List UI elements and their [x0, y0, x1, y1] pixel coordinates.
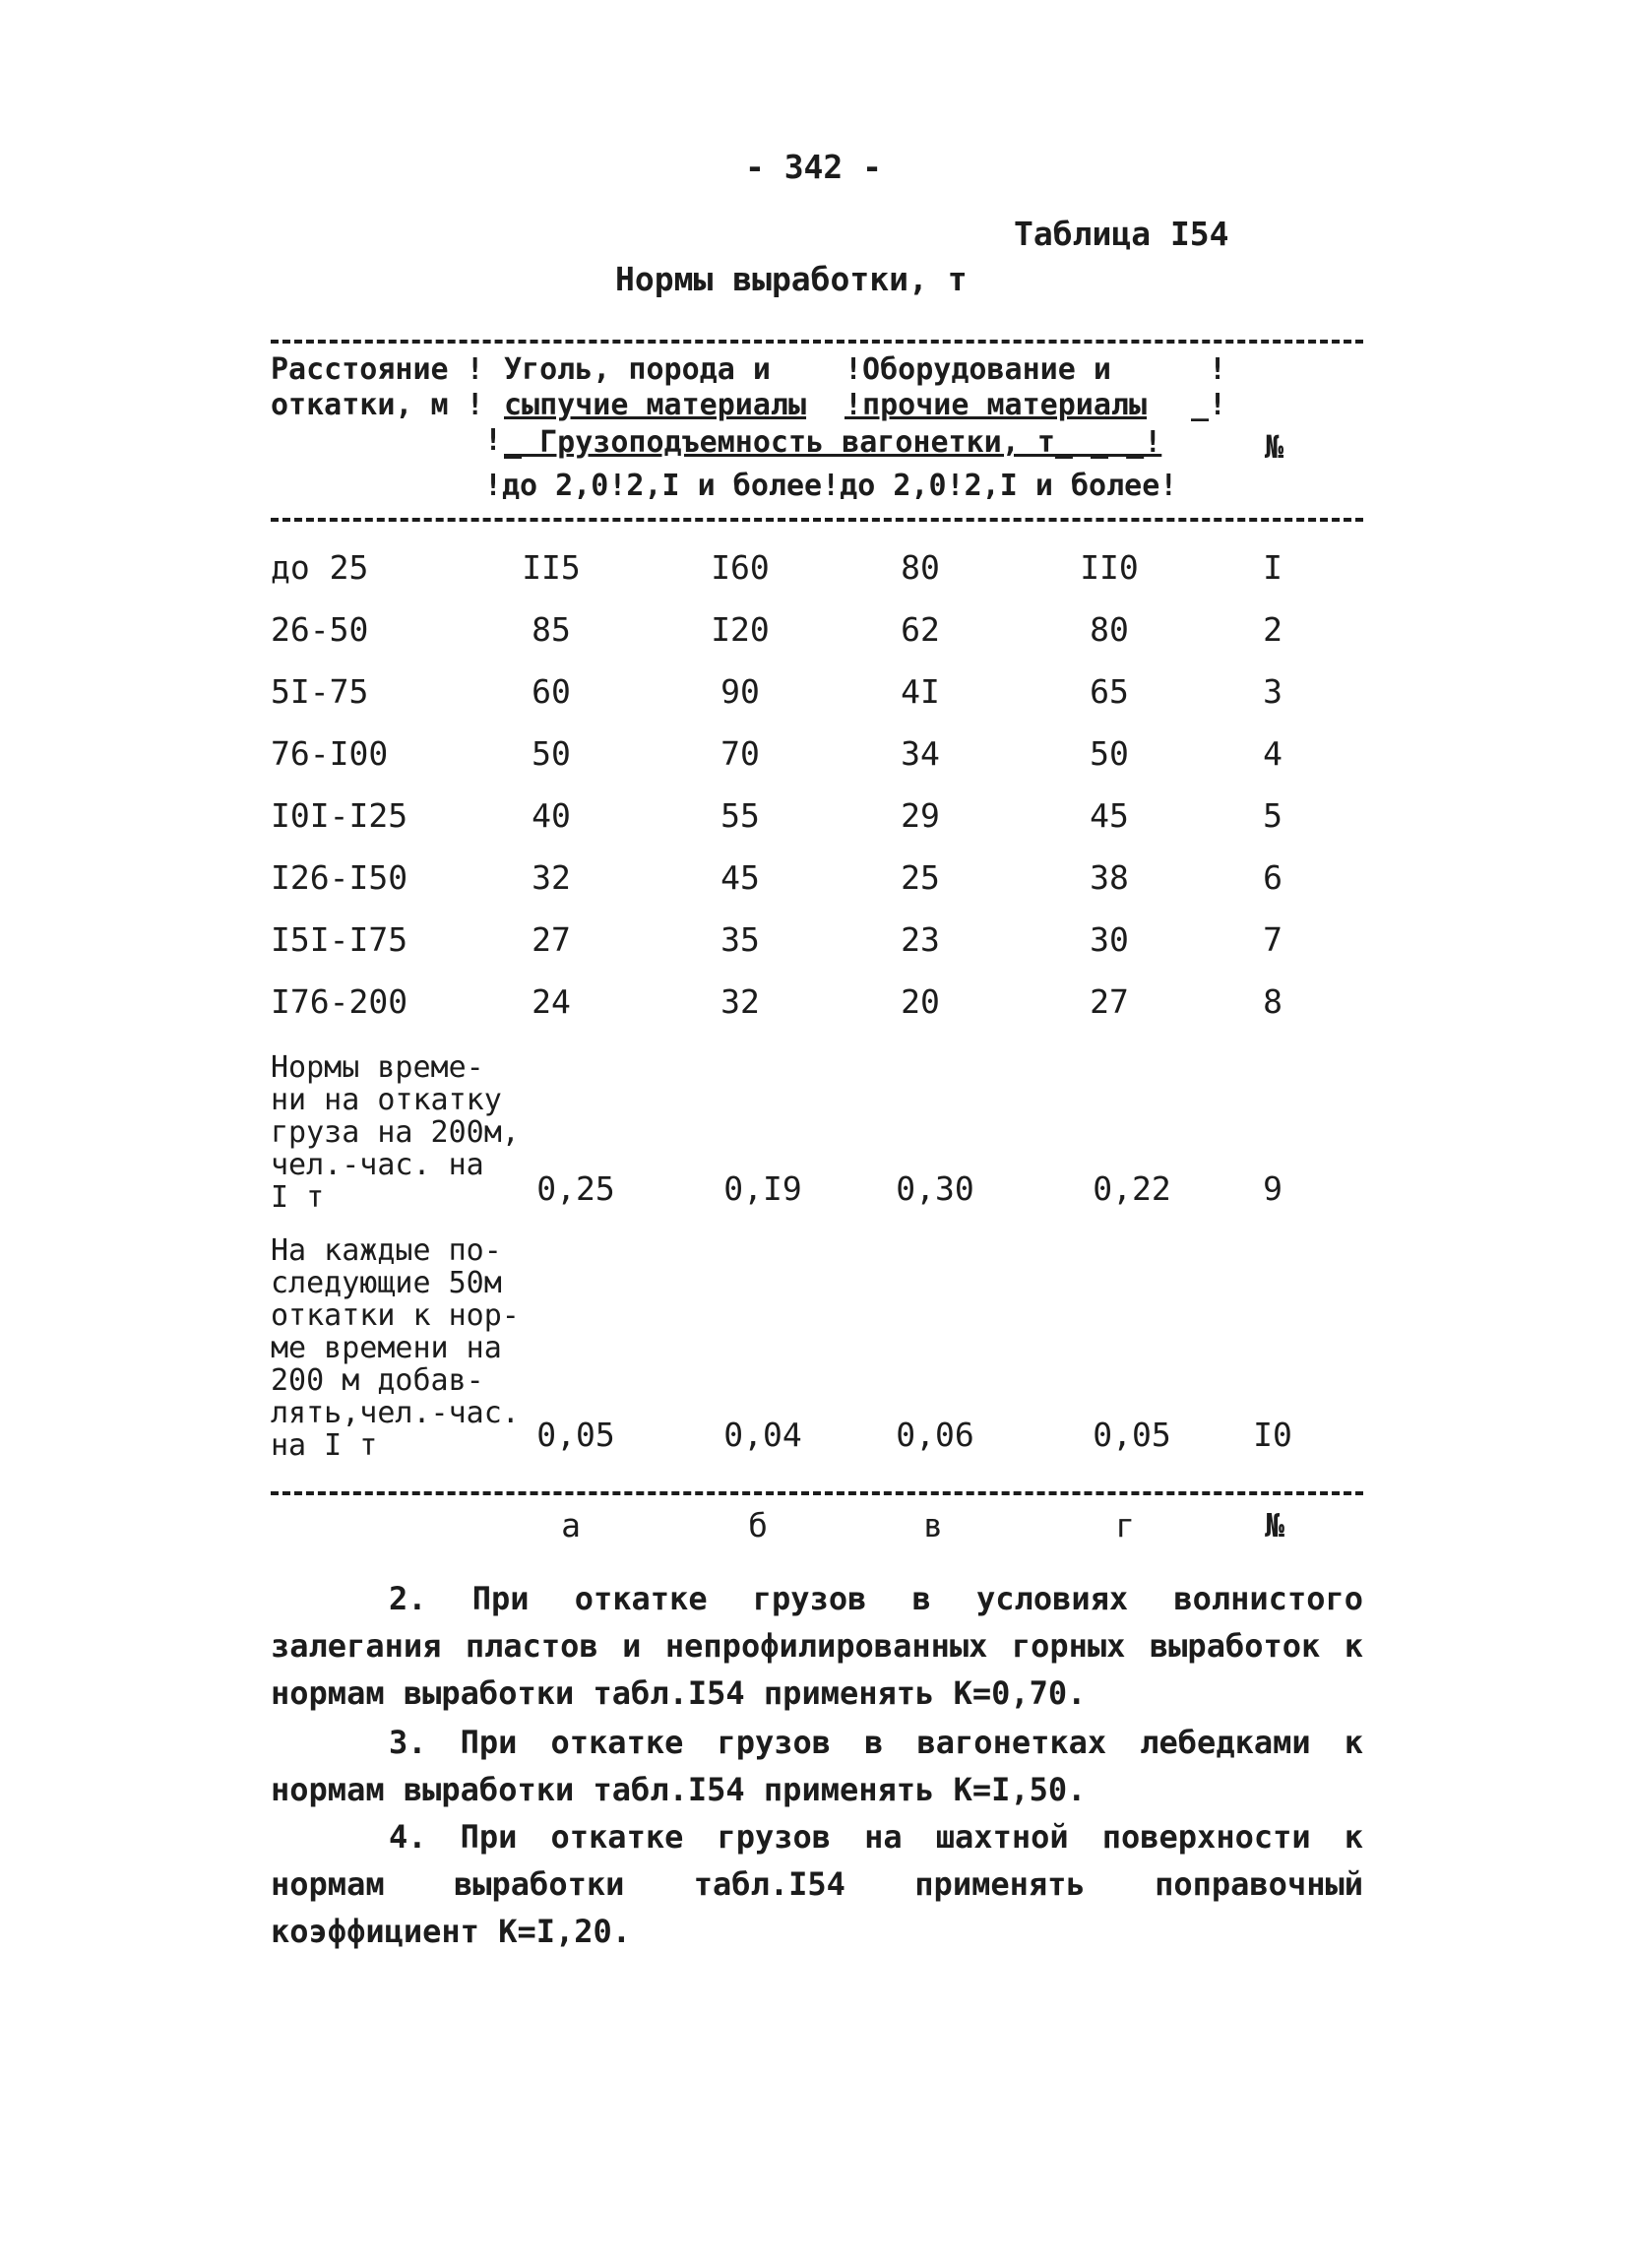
- cell-no: 3: [1263, 672, 1283, 711]
- table-label: Таблица I54: [1014, 215, 1229, 253]
- header-sub-row: до 2,0!2,I и более!до 2,0!2,I и более!: [502, 469, 1178, 503]
- cell-a: II5: [522, 548, 581, 587]
- each-next-label-line: 200 м добав-: [271, 1363, 484, 1398]
- cell-v: 80: [901, 548, 940, 587]
- cell-v: 29: [901, 796, 940, 835]
- table-bottom-rule: [271, 1491, 1363, 1495]
- cell-v: 62: [901, 610, 940, 649]
- cell-a: 85: [532, 610, 571, 649]
- footer-col-b: б: [748, 1506, 768, 1544]
- row-distance: 5I-75: [271, 672, 369, 711]
- cell-b: 0,04: [723, 1416, 802, 1454]
- cell-g: 50: [1090, 734, 1129, 773]
- header-col1-line1: Расстояние !: [271, 352, 484, 387]
- cell-v: 20: [901, 982, 940, 1021]
- cell-b: I60: [711, 548, 770, 587]
- note-paragraph-2: 2. При откатке грузов в условиях волнистого залегания пластов и непрофилированных горных выработок к нормам выработки табл.I54 применять К=0,70.: [271, 1580, 1363, 1712]
- header-group1-line2: сыпучие материалы: [504, 388, 807, 422]
- header-group2-line1: !Оборудование и: [845, 352, 1111, 387]
- cell-v: 23: [901, 920, 940, 959]
- time-norm-label-line: чел.-час. на: [271, 1148, 484, 1182]
- each-next-label-line: следующие 50м: [271, 1266, 502, 1300]
- row-distance: I26-I50: [271, 858, 408, 897]
- header-capacity-row: _ Грузоподъемность вагонетки, т_ _ _!: [504, 425, 1162, 460]
- cell-no: I0: [1253, 1416, 1292, 1454]
- row-distance: I76-200: [271, 982, 408, 1021]
- cell-a: 32: [532, 858, 571, 897]
- cell-no: 9: [1263, 1169, 1283, 1208]
- cell-a: 0,05: [536, 1416, 615, 1454]
- cell-v: 4I: [901, 672, 940, 711]
- cell-g: 80: [1090, 610, 1129, 649]
- cell-b: 35: [720, 920, 760, 959]
- each-next-label-line: на I т: [271, 1428, 378, 1463]
- header-bottom-rule: [271, 518, 1363, 522]
- cell-no: 6: [1263, 858, 1283, 897]
- header-sep-end1: !: [1209, 352, 1227, 387]
- cell-g: 45: [1090, 796, 1129, 835]
- time-norm-label-line: груза на 200м,: [271, 1115, 520, 1150]
- cell-a: 24: [532, 982, 571, 1021]
- cell-no: 4: [1263, 734, 1283, 773]
- table-top-rule: [271, 340, 1363, 344]
- header-no-label: №: [1265, 428, 1284, 466]
- cell-v: 34: [901, 734, 940, 773]
- header-col1-line3: !: [484, 423, 503, 458]
- page-number: - 342 -: [744, 148, 883, 186]
- cell-b: 0,I9: [723, 1169, 802, 1208]
- cell-v: 0,30: [896, 1169, 974, 1208]
- cell-b: I20: [711, 610, 770, 649]
- row-distance: I0I-I25: [271, 796, 408, 835]
- cell-no: 8: [1263, 982, 1283, 1021]
- row-distance: I5I-I75: [271, 920, 408, 959]
- cell-a: 50: [532, 734, 571, 773]
- time-norm-label-line: ни на откатку: [271, 1083, 502, 1117]
- header-group2-line2: !прочие материалы: [845, 388, 1148, 422]
- cell-no: I: [1263, 548, 1283, 587]
- cell-g: 0,05: [1093, 1416, 1171, 1454]
- footer-col-v: в: [923, 1506, 943, 1544]
- row-distance: 26-50: [271, 610, 369, 649]
- cell-a: 0,25: [536, 1169, 615, 1208]
- cell-g: II0: [1080, 548, 1139, 587]
- cell-no: 7: [1263, 920, 1283, 959]
- header-sep-end2: _!: [1191, 388, 1227, 422]
- each-next-label-line: На каждые по-: [271, 1233, 502, 1268]
- cell-no: 2: [1263, 610, 1283, 649]
- time-norm-label-line: I т: [271, 1180, 325, 1215]
- table-title: Нормы выработки, т: [615, 260, 968, 298]
- footer-col-a: а: [561, 1506, 581, 1544]
- cell-g: 65: [1090, 672, 1129, 711]
- header-col1-line4: !: [484, 469, 503, 503]
- cell-b: 32: [720, 982, 760, 1021]
- note-paragraph-3: 3. При откатке грузов в вагонетках лебедками к нормам выработки табл.I54 применять К=I,50.: [271, 1724, 1363, 1808]
- row-distance: до 25: [271, 548, 369, 587]
- cell-v: 25: [901, 858, 940, 897]
- each-next-label-line: ме времени на: [271, 1331, 502, 1365]
- time-norm-label-line: Нормы време-: [271, 1050, 484, 1085]
- header-col1-line2: откатки, м !: [271, 388, 484, 422]
- cell-a: 27: [532, 920, 571, 959]
- cell-v: 0,06: [896, 1416, 974, 1454]
- footer-col-no: №: [1265, 1506, 1284, 1544]
- cell-g: 30: [1090, 920, 1129, 959]
- cell-no: 5: [1263, 796, 1283, 835]
- cell-g: 38: [1090, 858, 1129, 897]
- cell-b: 55: [720, 796, 760, 835]
- each-next-label-line: откатки к нор-: [271, 1298, 520, 1333]
- cell-g: 0,22: [1093, 1169, 1171, 1208]
- header-group1-line1: Уголь, порода и: [504, 352, 771, 387]
- footer-col-g: г: [1115, 1506, 1135, 1544]
- cell-b: 90: [720, 672, 760, 711]
- note-paragraph-4: 4. При откатке грузов на шахтной поверхности к нормам выработки табл.I54 применять поправочный коэффициент К=I,20.: [271, 1818, 1363, 1950]
- each-next-label-line: лять,чел.-час.: [271, 1396, 520, 1430]
- row-distance: 76-I00: [271, 734, 389, 773]
- cell-b: 70: [720, 734, 760, 773]
- cell-b: 45: [720, 858, 760, 897]
- cell-g: 27: [1090, 982, 1129, 1021]
- cell-a: 60: [532, 672, 571, 711]
- cell-a: 40: [532, 796, 571, 835]
